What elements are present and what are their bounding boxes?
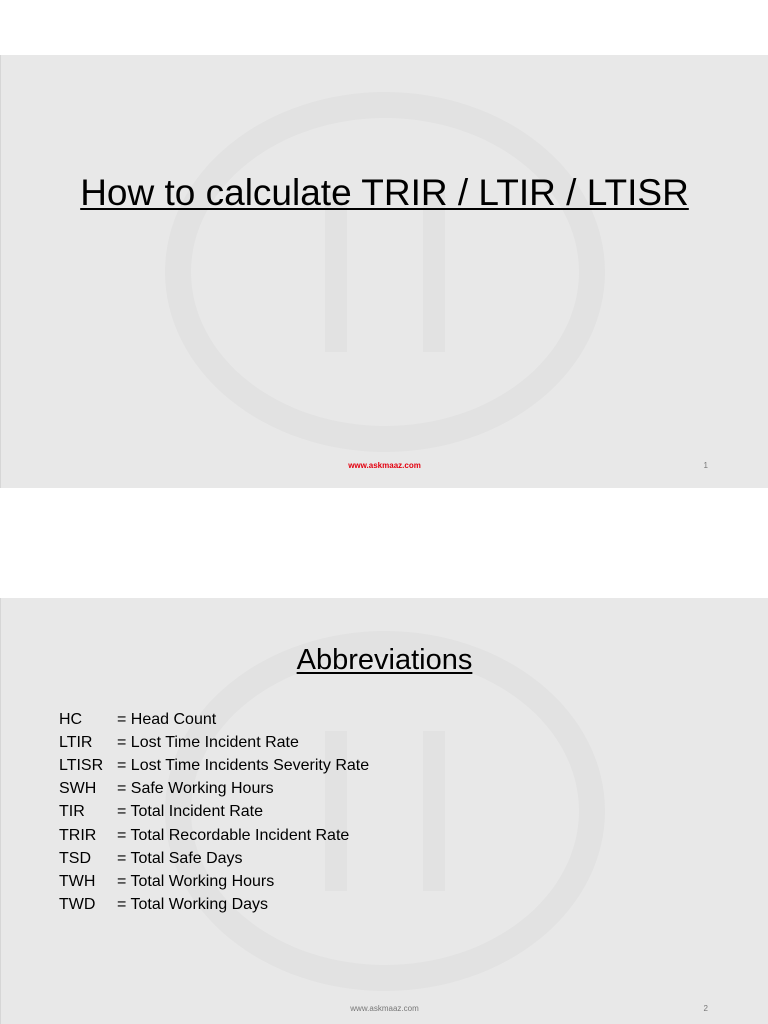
abbreviation-definition: = Total Recordable Incident Rate [117, 826, 350, 844]
abbreviation: TRIR [59, 826, 97, 844]
abbreviation-definition: = Lost Time Incident Rate [117, 733, 299, 751]
abbreviation-definition: = Total Safe Days [117, 849, 243, 867]
list-item [59, 847, 369, 870]
list-item [59, 824, 369, 847]
slide-2 [0, 598, 768, 1024]
abbreviation: HC [59, 710, 83, 728]
list-item [59, 731, 369, 754]
slide-1-footer-url[interactable]: www.askmaaz.com [348, 461, 421, 470]
list-item [59, 708, 369, 731]
abbreviation: LTIR [59, 733, 93, 751]
watermark-logo [165, 92, 605, 452]
list-item [59, 754, 369, 777]
abbreviation: TSD [59, 849, 91, 867]
slide-2-title: Abbreviations [296, 644, 473, 676]
abbreviation-definition: = Total Incident Rate [117, 803, 264, 821]
abbreviation-definition: = Total Working Hours [117, 872, 275, 890]
abbreviation: TWD [59, 896, 96, 914]
slide-2-footer-url[interactable]: www.askmaaz.com [350, 1004, 419, 1013]
abbreviation-definition: = Lost Time Incidents Severity Rate [117, 756, 370, 774]
abbreviation-list [59, 708, 369, 917]
abbreviation: SWH [59, 780, 97, 798]
list-item [59, 870, 369, 893]
list-item [59, 778, 369, 801]
abbreviation-definition: = Safe Working Hours [117, 780, 274, 798]
abbreviation: LTISR [59, 756, 104, 774]
abbreviation-definition: = Total Working Days [117, 896, 269, 914]
slide-1-page-number: 1 [703, 461, 708, 470]
abbreviation: TIR [59, 803, 85, 821]
abbreviation: TWH [59, 872, 96, 890]
slide-2-page-number: 2 [703, 1004, 708, 1013]
list-item [59, 801, 369, 824]
list-item [59, 894, 369, 917]
slide-1-title: How to calculate TRIR / LTIR / LTISR [80, 172, 689, 213]
slide-1 [0, 55, 768, 488]
abbreviation-definition: = Head Count [117, 710, 217, 728]
